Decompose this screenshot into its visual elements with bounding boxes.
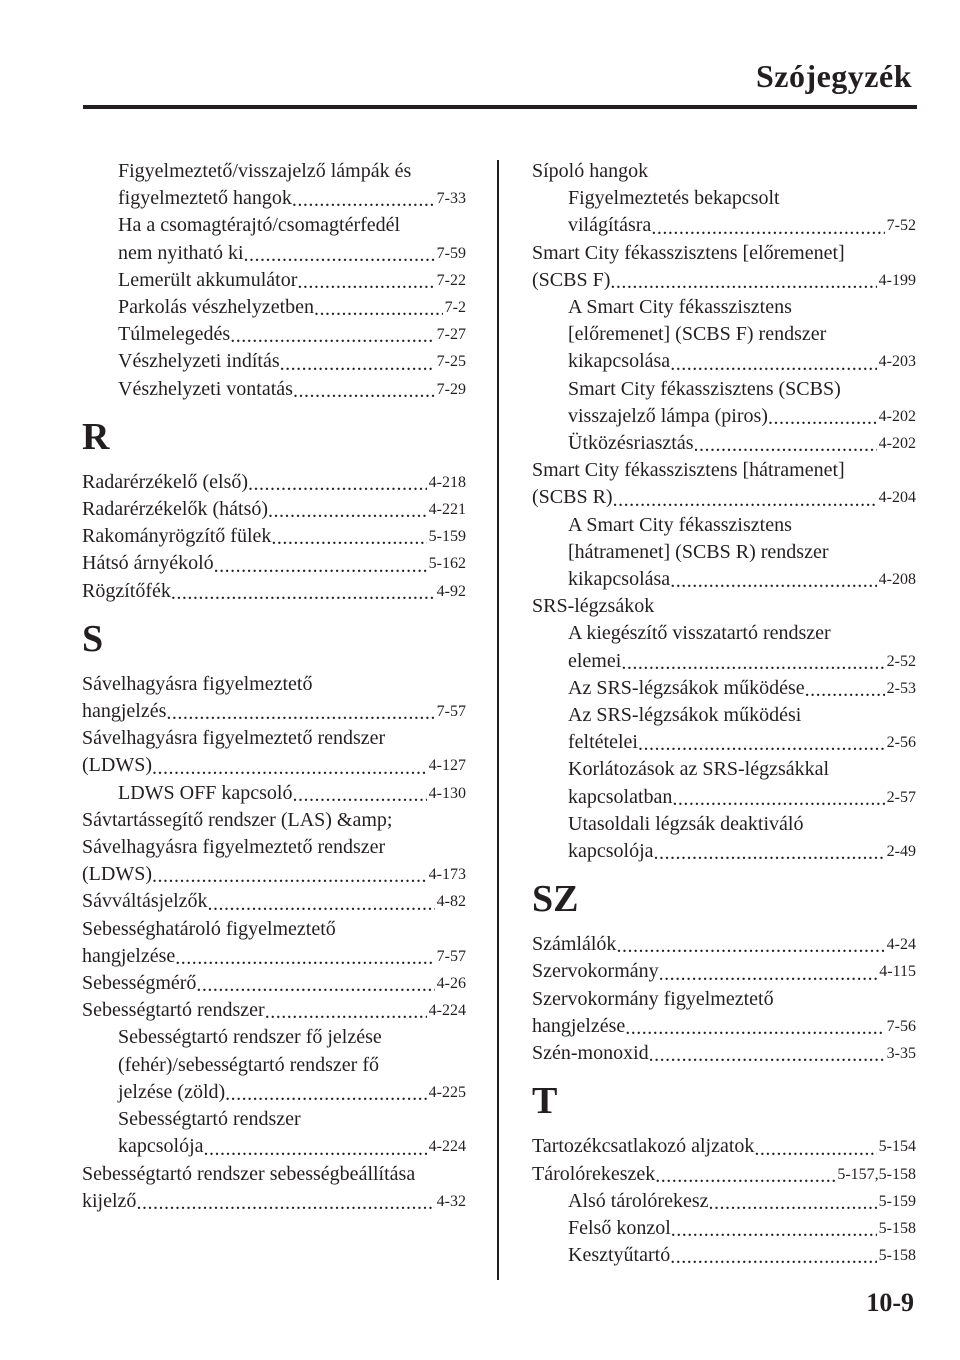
page-reference: 4-202	[878, 407, 916, 425]
page-reference: 4-115	[879, 963, 916, 981]
entry-label: Kesztyűtartó	[568, 1244, 671, 1267]
dot-leader	[292, 192, 435, 212]
entry-text: Smart City fékasszisztens [hátramenet]	[532, 459, 845, 482]
entry-text: [hátramenet] (SCBS R) rendszer	[568, 540, 829, 563]
dot-leader	[214, 558, 427, 578]
index-entry	[82, 970, 466, 997]
entry-text: Sávelhagyásra figyelmeztető rendszer	[82, 836, 386, 859]
page-reference: 2-52	[886, 652, 916, 670]
index-entry	[82, 469, 466, 496]
entry-label: Szervokormány	[532, 960, 659, 983]
index-entry	[532, 403, 916, 430]
page-reference: 5-154	[878, 1138, 916, 1156]
entry-label: Ütközésriasztás	[568, 432, 694, 455]
dot-leader	[175, 950, 434, 970]
index-entry	[532, 1188, 916, 1215]
page-reference: 4-204	[878, 489, 916, 507]
dot-leader	[654, 845, 885, 865]
index-entry	[82, 1079, 466, 1106]
page-reference: 4-221	[428, 501, 466, 519]
page-reference: 4-225	[428, 1083, 466, 1101]
page-reference: 5-159	[428, 528, 466, 546]
dot-leader	[805, 682, 885, 702]
entry-text: (fehér)/sebességtartó rendszer fő	[118, 1053, 379, 1076]
entry-label: világításra	[568, 214, 652, 237]
dot-leader	[694, 437, 877, 457]
page-reference: 5-159	[878, 1192, 916, 1210]
dot-leader	[314, 301, 443, 321]
dot-leader	[268, 503, 427, 523]
dot-leader	[768, 410, 877, 430]
index-entry	[532, 566, 916, 593]
page-reference: 7-57	[436, 703, 466, 721]
index-entry	[82, 698, 466, 725]
dot-leader	[672, 791, 884, 811]
dot-leader	[621, 655, 884, 675]
entry-label: Sávváltásjelzők	[82, 890, 208, 913]
entry-label: kikapcsolása	[568, 568, 671, 591]
index-entry	[82, 1188, 466, 1215]
index-entry	[532, 1013, 916, 1040]
entry-label: Sebességtartó rendszer	[82, 999, 265, 1022]
index-entry	[82, 943, 466, 970]
page-reference: 4-26	[436, 975, 466, 993]
page-reference: 5-158	[878, 1247, 916, 1265]
entry-label: kijelző	[82, 1189, 137, 1212]
entry-text: SRS-légzsákok	[532, 595, 655, 618]
entry-label: Tartozékcsatlakozó aljzatok	[532, 1135, 755, 1158]
page-reference: 7-56	[886, 1017, 916, 1035]
entry-label: kapcsolója	[568, 840, 654, 863]
dot-leader	[638, 736, 885, 756]
page-reference: 7-2	[444, 299, 466, 317]
dot-leader	[616, 938, 884, 958]
index-entry	[532, 1161, 916, 1188]
dot-leader	[293, 383, 435, 403]
entry-label: Alsó tárolórekesz	[568, 1189, 709, 1212]
dot-leader	[208, 896, 435, 916]
index-entry	[532, 1242, 916, 1269]
index-entry	[532, 838, 916, 865]
entry-text: Sebességtartó rendszer sebességbeállítása	[82, 1162, 416, 1185]
index-entry	[532, 267, 916, 294]
entry-label: kikapcsolása	[568, 350, 671, 373]
entry-text: Smart City fékasszisztens (SCBS)	[568, 377, 841, 400]
entry-label: figyelmeztető hangok	[118, 187, 292, 210]
page-reference: 4-203	[878, 353, 916, 371]
entry-text: Ha a csomagtérajtó/csomagtérfedél	[118, 214, 401, 237]
entry-label: (LDWS)	[82, 754, 152, 777]
index-entry	[82, 348, 466, 375]
index-entry	[532, 648, 916, 675]
dot-leader	[659, 966, 878, 986]
entry-label: Parkolás vészhelyzetben	[118, 296, 315, 319]
page-reference: 7-29	[436, 380, 466, 398]
page-reference: 2-53	[886, 679, 916, 697]
page-reference: 4-24	[886, 936, 916, 954]
page-reference: 7-59	[436, 244, 466, 262]
index-entry	[82, 185, 466, 212]
page-reference: 3-35	[886, 1045, 916, 1063]
entry-text: Szervokormány figyelmeztető	[532, 987, 774, 1010]
index-entry	[532, 729, 916, 756]
page-reference: 4-218	[428, 473, 466, 491]
index-entry	[532, 1133, 916, 1160]
dot-leader	[265, 1004, 427, 1024]
dot-leader	[297, 274, 434, 294]
index-group	[82, 158, 466, 403]
index-entry	[82, 267, 466, 294]
index-group	[532, 931, 916, 1067]
entry-label: hangjelzése	[532, 1014, 626, 1037]
index-entry	[532, 484, 916, 511]
entry-text: Az SRS-légzsákok működési	[568, 704, 802, 727]
page-reference: 5-162	[428, 555, 466, 573]
dot-leader	[204, 1141, 427, 1161]
page-reference: 2-57	[886, 788, 916, 806]
page-reference: 4-32	[436, 1192, 466, 1210]
entry-label: visszajelző lámpa (piros)	[568, 404, 768, 427]
dot-leader	[152, 868, 427, 888]
entry-label: Vészhelyzeti indítás	[118, 350, 280, 373]
page-reference: 7-25	[436, 353, 466, 371]
entry-text: Utasoldali légzsák deaktiváló	[568, 812, 804, 835]
entry-text: Korlátozások az SRS-légzsákkal	[568, 758, 830, 781]
entry-text: A Smart City fékasszisztens	[568, 513, 792, 536]
entry-label: feltételei	[568, 731, 638, 754]
index-entry	[532, 212, 916, 239]
section-letter-t: T	[532, 1080, 558, 1123]
index-entry	[532, 931, 916, 958]
entry-text: Sávtartássegítő rendszer (LAS) &amp;	[82, 808, 393, 831]
dot-leader	[610, 274, 876, 294]
dot-leader	[292, 787, 426, 807]
entry-label: Felső konzol	[568, 1216, 671, 1239]
page-reference: 4-224	[428, 1138, 466, 1156]
page-reference: 4-127	[428, 757, 466, 775]
dot-leader	[171, 585, 435, 605]
page-reference: 7-27	[436, 326, 466, 344]
entry-label: Vészhelyzeti vontatás	[118, 377, 293, 400]
entry-label: jelzése (zöld)	[118, 1080, 226, 1103]
dot-leader	[225, 1086, 427, 1106]
page-reference: 7-33	[436, 190, 466, 208]
dot-leader	[196, 977, 434, 997]
entry-label: (SCBS F)	[532, 268, 611, 291]
index-entry	[82, 780, 466, 807]
entry-text: Sebességtartó rendszer	[118, 1108, 301, 1131]
index-entry	[82, 861, 466, 888]
page-reference: 4-202	[878, 435, 916, 453]
dot-leader	[248, 476, 427, 496]
page-reference: 2-56	[886, 734, 916, 752]
index-entry	[532, 958, 916, 985]
entry-label: LDWS OFF kapcsoló	[118, 781, 293, 804]
index-entry	[82, 888, 466, 915]
section-letter-sz: SZ	[532, 878, 579, 921]
dot-leader	[670, 573, 876, 593]
entry-label: Lemerült akkumulátor	[118, 268, 298, 291]
index-entry	[532, 675, 916, 702]
index-group	[82, 469, 466, 605]
section-letter-r: R	[82, 415, 110, 458]
page-reference: 4-92	[436, 582, 466, 600]
entry-text: Sávelhagyásra figyelmeztető	[82, 672, 313, 695]
index-entry	[532, 430, 916, 457]
entry-label: nem nyitható ki	[118, 241, 244, 264]
page-reference: 7-22	[436, 271, 466, 289]
entry-label: kapcsolatban	[568, 785, 673, 808]
page-reference: 7-57	[436, 947, 466, 965]
entry-label: Rakományrögzítő fülek	[82, 525, 272, 548]
dot-leader	[244, 247, 435, 267]
entry-text: A Smart City fékasszisztens	[568, 296, 792, 319]
entry-text: Smart City fékasszisztens [előremenet]	[532, 241, 845, 264]
index-entry	[82, 240, 466, 267]
index-entry	[82, 294, 466, 321]
dot-leader	[655, 1168, 835, 1188]
dot-leader	[280, 356, 435, 376]
header-title: Szójegyzék	[755, 58, 912, 94]
entry-label: Hátsó árnyékoló	[82, 552, 214, 575]
entry-text: [előremenet] (SCBS F) rendszer	[568, 323, 827, 346]
index-group	[82, 671, 466, 1215]
entry-label: hangjelzése	[82, 944, 176, 967]
entry-text: Figyelmeztető/visszajelző lámpák és	[118, 160, 412, 182]
page-reference: 4-82	[436, 893, 466, 911]
index-entry	[82, 321, 466, 348]
entry-label: Számlálók	[532, 933, 617, 956]
index-entry	[532, 1215, 916, 1242]
entry-label: Túlmelegedés	[118, 323, 231, 346]
dot-leader	[651, 220, 884, 240]
dot-leader	[670, 1249, 876, 1269]
page-reference: 4-173	[428, 866, 466, 884]
entry-label: Tárolórekeszek	[532, 1162, 656, 1185]
index-group	[532, 158, 916, 865]
index-entry	[82, 997, 466, 1024]
page-reference: 4-199	[878, 271, 916, 289]
index-entry	[82, 496, 466, 523]
dot-leader	[649, 1047, 885, 1067]
dot-leader	[709, 1195, 877, 1215]
page-reference: 5-157,5-158	[837, 1165, 916, 1183]
index-entry	[532, 1040, 916, 1067]
index-group	[532, 1133, 916, 1269]
page-number: 10-9	[866, 1288, 914, 1317]
index-entry	[82, 376, 466, 403]
index-entry	[532, 348, 916, 375]
index-entry	[82, 578, 466, 605]
index-entry	[82, 1133, 466, 1160]
entry-text: Sípoló hangok	[532, 160, 649, 182]
header-rule	[83, 105, 917, 109]
page-reference: 2-49	[886, 843, 916, 861]
index-entry	[82, 550, 466, 577]
entry-label: hangjelzés	[82, 700, 167, 723]
dot-leader	[230, 328, 434, 348]
dot-leader	[670, 356, 876, 376]
entry-text: Sávelhagyásra figyelmeztető rendszer	[82, 727, 386, 750]
page-reference: 5-158	[878, 1219, 916, 1237]
entry-text: Figyelmeztetés bekapcsolt	[568, 187, 780, 210]
entry-text: Sebességtartó rendszer fő jelzése	[118, 1026, 382, 1049]
entry-label: (SCBS R)	[532, 486, 613, 509]
dot-leader	[271, 530, 426, 550]
entry-label: Radarérzékelők (hátsó)	[82, 498, 269, 521]
index-entry	[82, 752, 466, 779]
dot-leader	[136, 1195, 434, 1215]
entry-text: A kiegészítő visszatartó rendszer	[568, 622, 831, 645]
entry-label: Sebességmérő	[82, 972, 197, 995]
index-entry	[82, 523, 466, 550]
entry-label: Rögzítőfék	[82, 579, 171, 602]
entry-label: Az SRS-légzsákok működése	[568, 676, 805, 699]
left-column	[82, 158, 466, 1215]
page-reference: 4-130	[428, 784, 466, 802]
page-reference: 7-52	[886, 217, 916, 235]
entry-label: Radarérzékelő (első)	[82, 470, 249, 493]
entry-text: Sebességhatároló figyelmeztető	[82, 917, 336, 940]
dot-leader	[613, 492, 877, 512]
entry-label: elemei	[568, 649, 622, 672]
dot-leader	[625, 1020, 884, 1040]
entry-label: Szén-monoxid	[532, 1042, 649, 1065]
column-divider	[497, 160, 499, 1280]
dot-leader	[152, 760, 427, 780]
index-entry	[532, 784, 916, 811]
entry-label: kapcsolója	[118, 1135, 204, 1158]
section-letter-s: S	[82, 617, 104, 660]
dot-leader	[671, 1222, 877, 1242]
page-reference: 4-224	[428, 1002, 466, 1020]
dot-leader	[166, 705, 434, 725]
dot-leader	[754, 1141, 876, 1161]
right-column	[532, 158, 916, 1269]
entry-label: (LDWS)	[82, 863, 152, 886]
page-reference: 4-208	[878, 571, 916, 589]
